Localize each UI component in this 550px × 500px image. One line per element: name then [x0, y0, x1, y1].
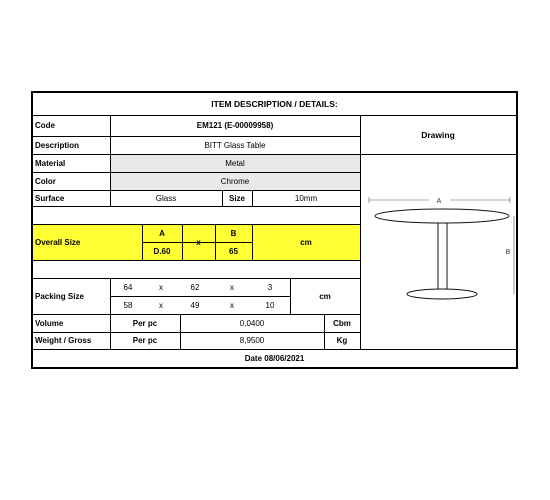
code-label: Code	[35, 121, 55, 130]
packing-r2-c3: 49	[190, 300, 200, 310]
surface-value: Glass	[155, 193, 177, 203]
size-value: 10mm	[294, 193, 318, 203]
surface-label: Surface	[35, 193, 65, 203]
packing-r2-c5: 10	[265, 300, 275, 310]
packing-r1-c4: x	[230, 282, 234, 292]
overall-size-label: Overall Size	[35, 237, 81, 247]
code-value: EM121 (E-00009958)	[196, 121, 274, 130]
overall-a-value: D.60	[153, 246, 171, 256]
packing-r2-c4: x	[230, 300, 234, 310]
weight-label: Weight / Gross	[35, 336, 92, 345]
color-label: Color	[35, 176, 56, 186]
packing-r1-c3: 62	[190, 282, 200, 292]
table-top	[375, 209, 509, 223]
volume-label: Volume	[35, 318, 64, 328]
packing-size-label: Packing Size	[35, 291, 84, 301]
packing-r1-c2: x	[159, 282, 163, 292]
weight-value: 8,9500	[239, 336, 265, 345]
description-label: Description	[35, 140, 80, 150]
overall-times: x	[196, 237, 201, 247]
table-drawing	[360, 154, 516, 349]
weight-per: Per pc	[132, 336, 158, 345]
dimension-a-label: A	[436, 198, 442, 205]
overall-b-value: 65	[229, 246, 238, 256]
volume-per: Per pc	[132, 318, 158, 328]
packing-r1-c5: 3	[267, 282, 273, 292]
packing-r2-c1: 58	[123, 300, 133, 310]
weight-unit: Kg	[336, 336, 348, 345]
material-label: Material	[35, 158, 66, 168]
overall-col-a: A	[159, 228, 165, 238]
packing-r1-c1: 64	[123, 282, 133, 292]
overall-unit: cm	[300, 237, 312, 247]
packing-r2-c2: x	[159, 300, 163, 310]
overall-col-b: B	[230, 228, 237, 238]
volume-unit: Cbm	[333, 318, 351, 328]
date-footer: Date 08/06/2021	[244, 353, 305, 363]
color-value: Chrome	[220, 176, 250, 186]
packing-unit: cm	[319, 291, 331, 301]
drawing-label: Drawing	[421, 129, 455, 140]
material-value: Metal	[225, 158, 245, 168]
dimension-b-label: B	[505, 249, 511, 256]
description-value: BITT Glass Table	[204, 140, 266, 150]
sheet-header: ITEM DESCRIPTION / DETAILS:	[211, 99, 338, 109]
item-sheet	[31, 91, 518, 369]
size-label: Size	[228, 193, 245, 203]
volume-value: 0,0400	[239, 318, 265, 328]
table-base	[407, 289, 477, 299]
